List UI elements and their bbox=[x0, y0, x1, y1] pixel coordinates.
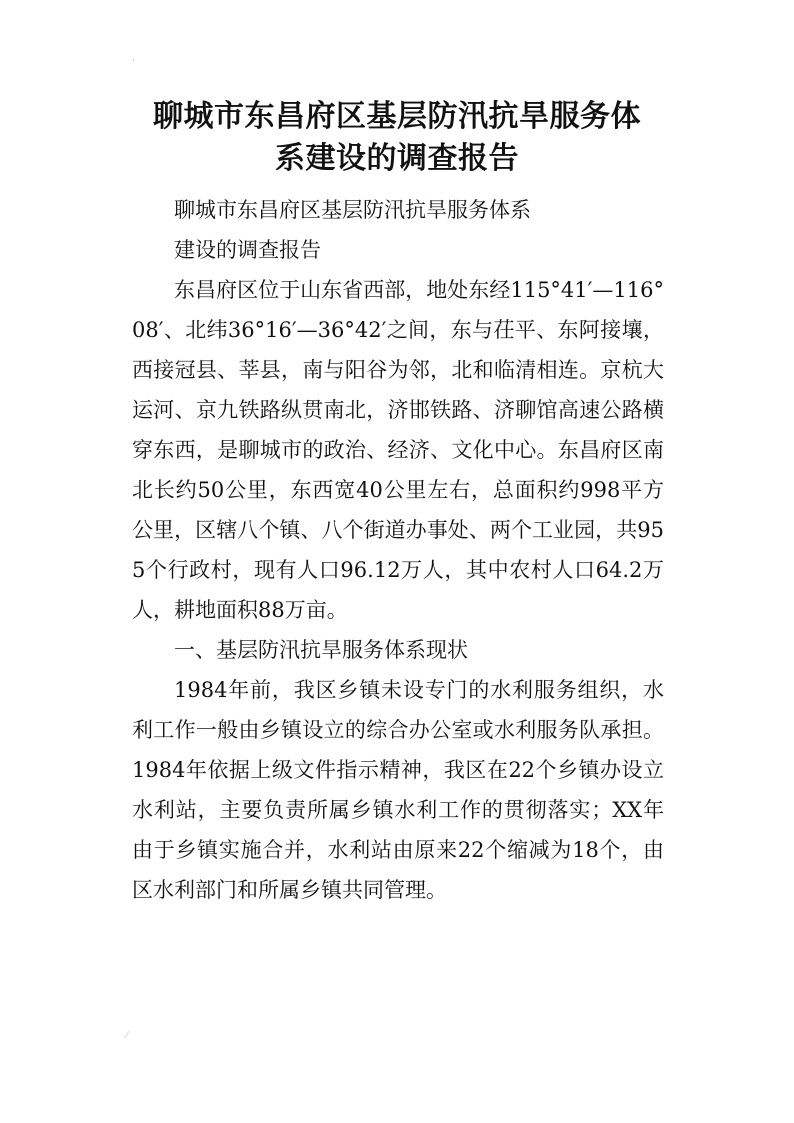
title-line-1: 聊城市东昌府区基层防汛抗旱服务体 bbox=[153, 99, 641, 134]
paragraph-overview: 东昌府区位于山东省西部，地处东经115°41′—116°08′、北纬36°16′—36°42′之间，东与茌平、东阿接壤，西接冠县、莘县，南与阳谷为邻，北和临清相连。京杭大运河、京九铁路纵贯南北，济邯铁路、济聊馆高速公路横穿东西，是聊城市的政治、经济、文化中心。东昌府区南北长约50公里，东西宽40公里左右，总面积约998平方公里，区辖八个镇、八个街道办事处、两个工业园，共955个行政村，现有人口96.12万人，其中农村人口64.2万人，耕地面积88万亩。 bbox=[132, 278, 664, 622]
section-heading-1: 一、基层防汛抗旱服务体系现状 bbox=[174, 638, 468, 662]
document-body bbox=[132, 190, 664, 910]
scan-mark-bottom: ⁄ bbox=[126, 1030, 128, 1041]
subtitle-line-1: 聊城市东昌府区基层防汛抗旱服务体系 bbox=[174, 198, 531, 222]
subtitle-line-2: 建设的调查报告 bbox=[174, 238, 321, 262]
scan-mark-top: ' bbox=[132, 58, 135, 69]
document-title bbox=[90, 96, 704, 180]
paragraph-history: 1984年前，我区乡镇未设专门的水利服务组织，水利工作一般由乡镇设立的综合办公室或水利服务队承担。1984年依据上级文件指示精神，我区在22个乡镇办设立水利站，主要负责所属乡镇水利工作的贯彻落实；XX年由于乡镇实施合并，水利站由原来22个缩减为18个，由区水利部门和所属乡镇共同管理。 bbox=[132, 678, 664, 902]
title-line-2: 系建设的调查报告 bbox=[275, 141, 519, 176]
